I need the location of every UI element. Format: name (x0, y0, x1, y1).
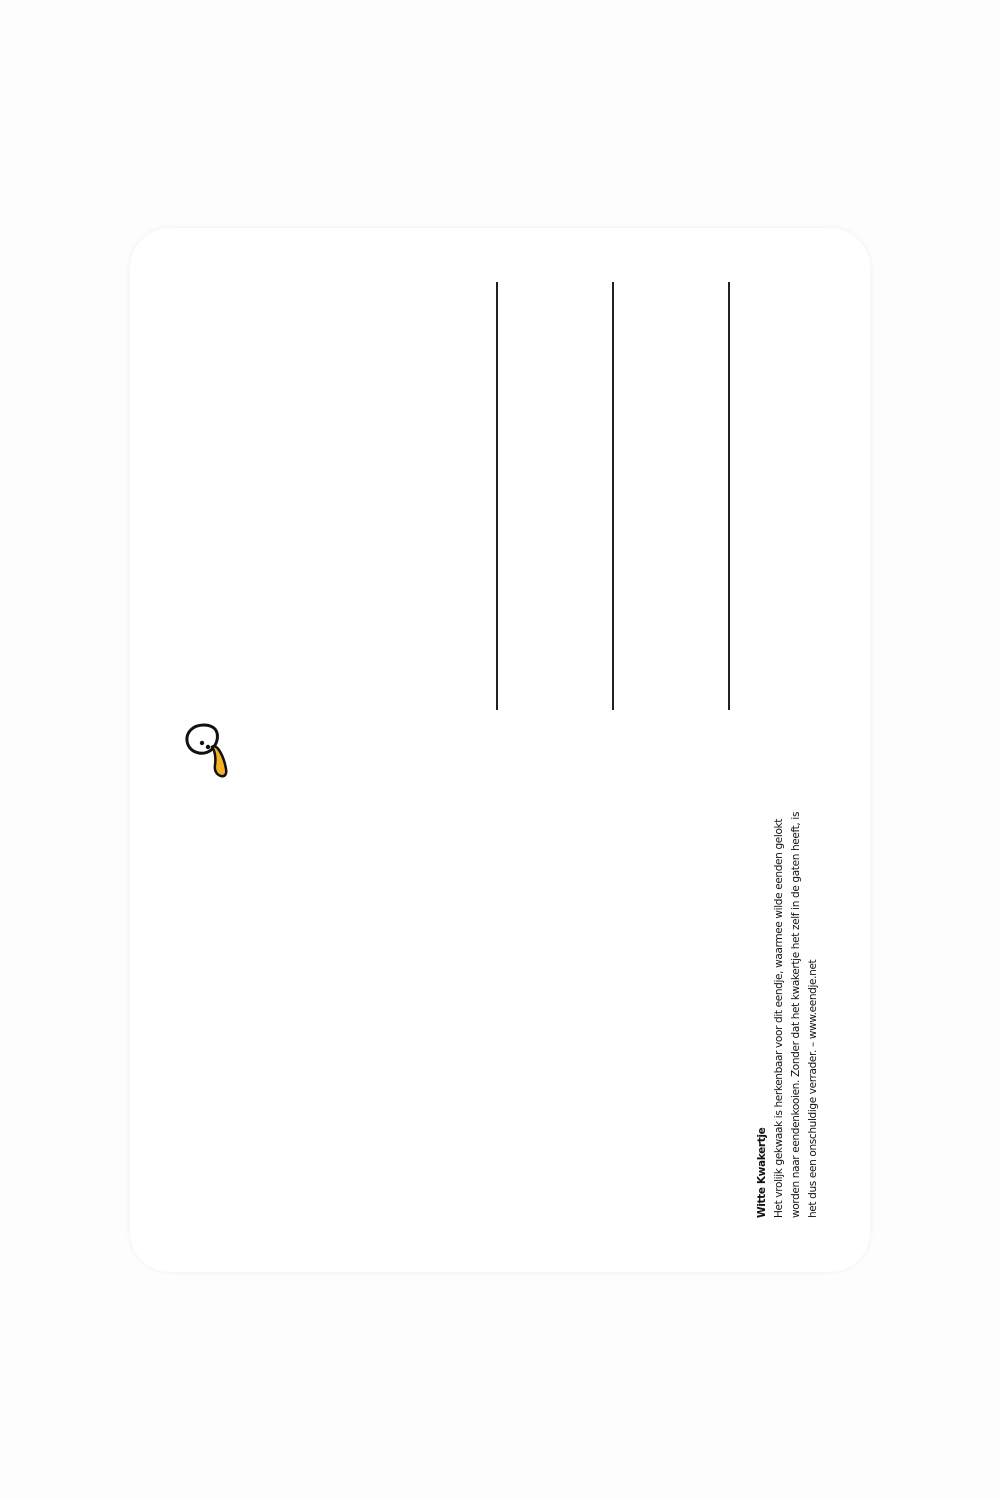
caption-title: Witte Kwakertje (756, 1127, 768, 1218)
address-line (496, 282, 498, 710)
caption-body: Het vrolijk gekwaak is herkenbaar voor dit eendje, waarmee wilde eenden gelokt worden naar eendenkooien. Zonder dat het kwakertje het zelf in de gaten heeft, is het dus een onschuldige verrader. – www.eendje.net (773, 811, 819, 1218)
address-line (612, 282, 614, 710)
address-line (728, 282, 730, 710)
duck-head-icon (182, 722, 232, 782)
product-caption (754, 798, 822, 1218)
